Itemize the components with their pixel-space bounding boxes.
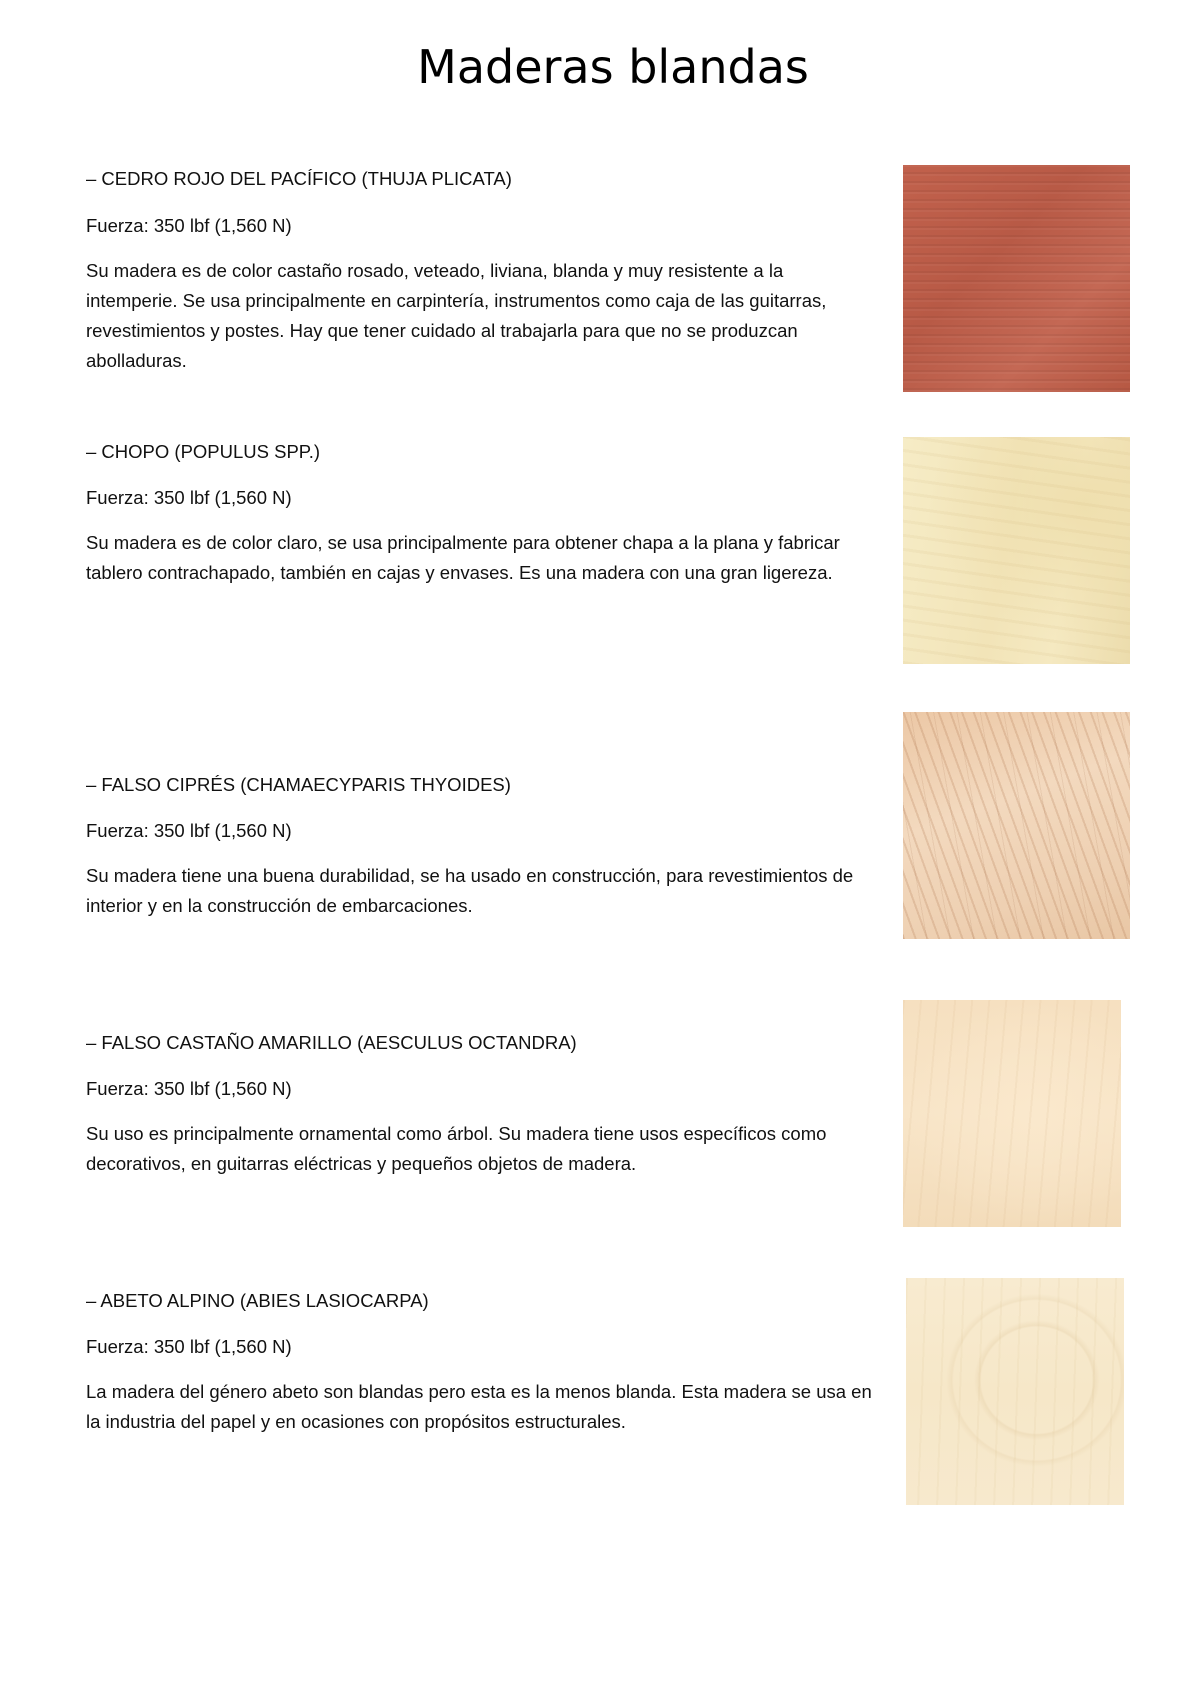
wood-sample-image-chopo (903, 437, 1130, 664)
wood-description: Su madera tiene una buena durabilidad, se ha usado en construcción, para revestimientos de interior y en la construcción de embarcaciones. (86, 865, 854, 916)
wood-heading: – FALSO CIPRÉS (CHAMAECYPARIS THYOIDES) (86, 774, 511, 795)
wood-force: Fuerza: 350 lbf (1,560 N) (86, 1336, 292, 1357)
wood-description: La madera del género abeto son blandas pero esta es la menos blanda. Esta madera se usa en la industria del papel y en ocasiones con propósitos estructurales. (86, 1381, 872, 1432)
wood-force: Fuerza: 350 lbf (1,560 N) (86, 1078, 292, 1099)
wood-sample-image-cedro (903, 165, 1130, 392)
wood-force: Fuerza: 350 lbf (1,560 N) (86, 215, 292, 236)
wood-description: Su madera es de color castaño rosado, veteado, liviana, blanda y muy resistente a la intemperie. Se usa principalmente en carpintería, instrumentos como caja de las guitarras, revestimientos y postes. Hay que tener cuidado al trabajarla para que no se produzcan abolladuras. (86, 260, 827, 371)
page-title: Maderas blandas (417, 40, 809, 94)
wood-sample-image-falso-cipres (903, 712, 1130, 939)
wood-description: Su uso es principalmente ornamental como árbol. Su madera tiene usos específicos como decorativos, en guitarras eléctricas y pequeños objetos de madera. (86, 1123, 827, 1174)
wood-heading: – CHOPO (POPULUS SPP.) (86, 441, 321, 462)
wood-sample-image-abeto-alpino (906, 1278, 1124, 1505)
wood-sample-image-falso-castano (903, 1000, 1121, 1227)
wood-force: Fuerza: 350 lbf (1,560 N) (86, 820, 292, 841)
wood-description: Su madera es de color claro, se usa principalmente para obtener chapa a la plana y fabricar tablero contrachapado, también en cajas y envases. Es una madera con una gran ligereza. (86, 532, 840, 583)
wood-force: Fuerza: 350 lbf (1,560 N) (86, 487, 292, 508)
wood-heading: – FALSO CASTAÑO AMARILLO (AESCULUS OCTANDRA) (86, 1032, 577, 1053)
wood-heading: – CEDRO ROJO DEL PACÍFICO (THUJA PLICATA) (86, 168, 512, 189)
wood-heading: – ABETO ALPINO (ABIES LASIOCARPA) (86, 1290, 429, 1311)
